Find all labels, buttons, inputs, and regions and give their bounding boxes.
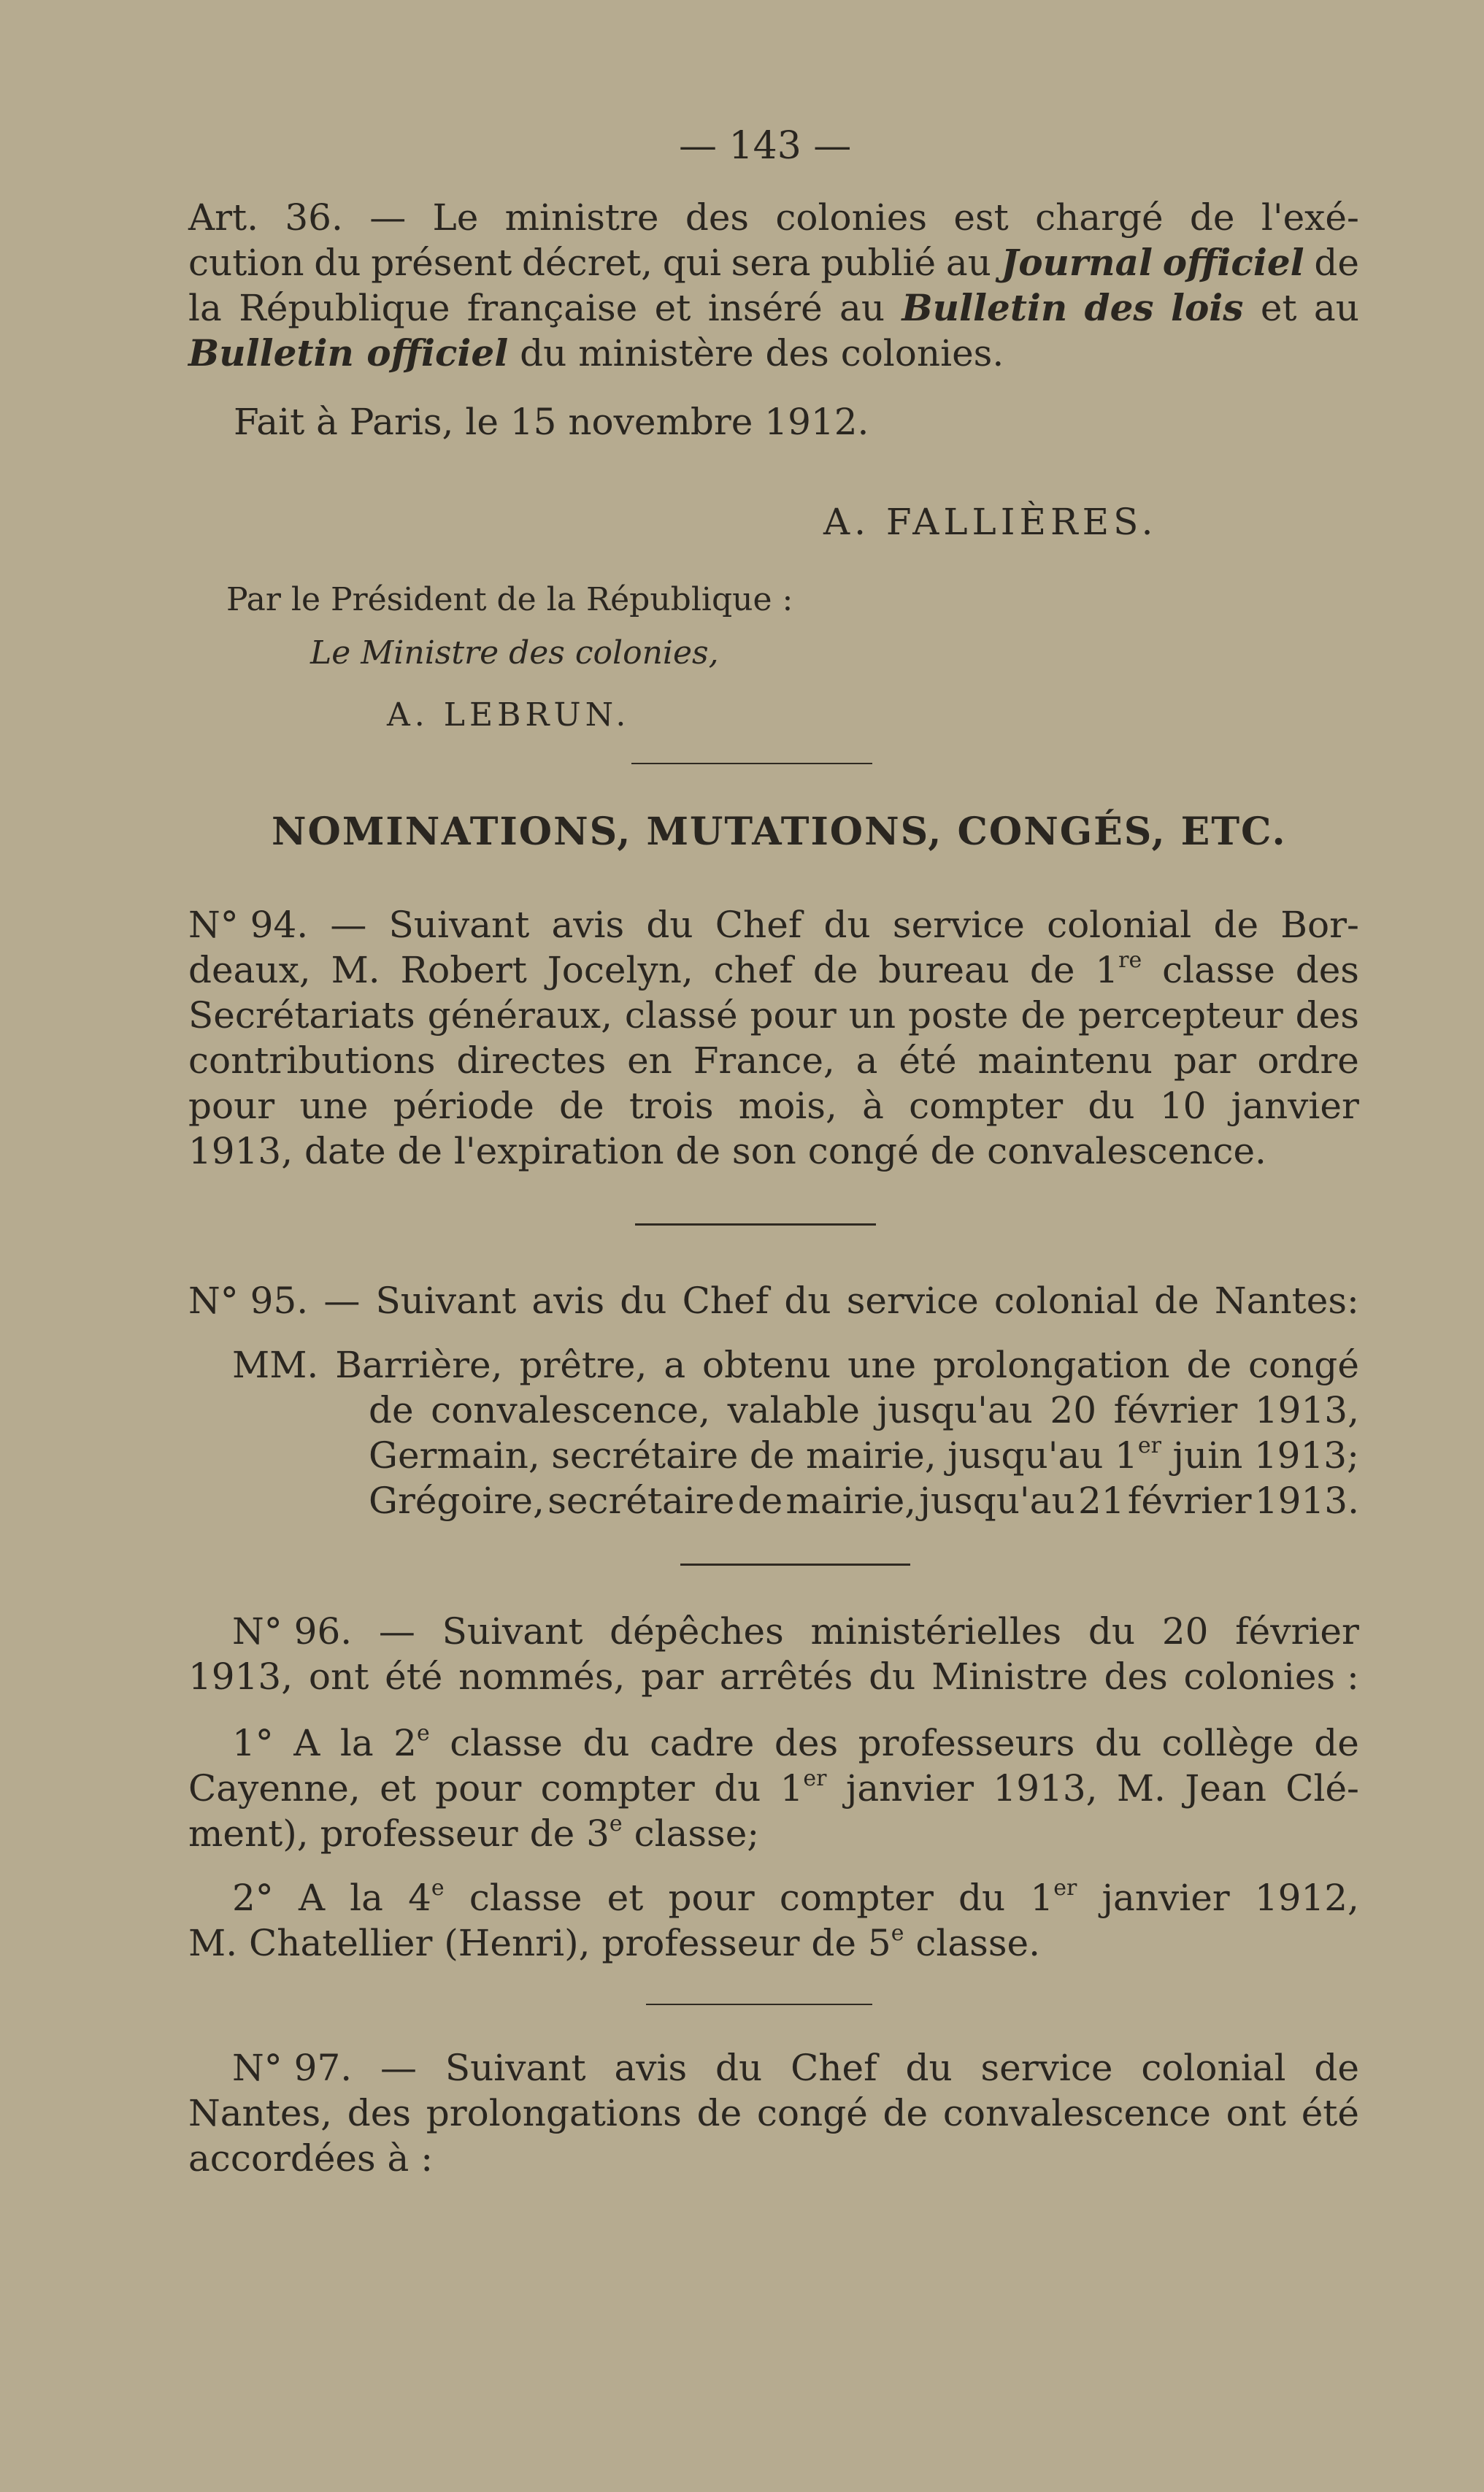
word: est bbox=[953, 196, 1009, 239]
word: Germain, bbox=[369, 1434, 540, 1477]
word: 10 bbox=[1159, 1085, 1207, 1127]
word: avis bbox=[614, 2047, 688, 2089]
word: qui bbox=[662, 242, 721, 284]
word: ministérielles bbox=[810, 1610, 1062, 1653]
word: Jocelyn, bbox=[547, 949, 693, 991]
word: Suivant bbox=[388, 904, 530, 946]
word: 1° bbox=[232, 1722, 274, 1764]
word: Jean bbox=[1185, 1767, 1266, 1810]
word: Grégoire, bbox=[369, 1480, 545, 1522]
n94-line-6: 1913, date de l'expiration de son congé de convalescence. bbox=[188, 1130, 1266, 1172]
word: de bbox=[1314, 1722, 1359, 1764]
word: du bbox=[714, 1767, 761, 1810]
word: Ministre bbox=[931, 1655, 1088, 1698]
word: percepteur bbox=[1077, 994, 1283, 1037]
word: une bbox=[299, 1085, 369, 1127]
word: l'exé- bbox=[1261, 196, 1359, 239]
word: valable bbox=[727, 1389, 861, 1431]
word: — bbox=[323, 1280, 361, 1322]
word: contributions bbox=[188, 1039, 436, 1082]
word: ont bbox=[308, 1655, 369, 1698]
word: Journal bbox=[1001, 241, 1153, 284]
divider-rule-4 bbox=[646, 2004, 872, 2005]
word: Art. bbox=[188, 196, 258, 239]
word: prolongations bbox=[426, 2092, 682, 2134]
word: Clé- bbox=[1285, 1767, 1359, 1810]
word: juin bbox=[1172, 1434, 1243, 1477]
n97-line-3: accordées à : bbox=[188, 2137, 434, 2180]
word: Chef bbox=[791, 2047, 877, 2089]
page-number: — 143 — bbox=[679, 124, 852, 168]
word: de bbox=[559, 1085, 604, 1127]
word: février bbox=[1113, 1389, 1238, 1431]
word: en bbox=[627, 1039, 672, 1082]
word: du bbox=[905, 2047, 953, 2089]
word: colonial bbox=[993, 1280, 1139, 1322]
word: de bbox=[1189, 196, 1235, 239]
word: période bbox=[393, 1085, 534, 1127]
word: des bbox=[1084, 286, 1154, 329]
word: de bbox=[749, 1434, 795, 1477]
word: classe bbox=[469, 1877, 583, 1919]
word: N° 95. bbox=[188, 1280, 309, 1322]
word: mairie, bbox=[806, 1434, 937, 1477]
word: chargé bbox=[1035, 196, 1164, 239]
word: février bbox=[1127, 1480, 1252, 1522]
president-signature: A. FALLIÈRES. bbox=[823, 501, 1158, 543]
word: lois bbox=[1170, 286, 1244, 329]
word: N° 97. bbox=[232, 2047, 353, 2089]
word: jusqu'au bbox=[877, 1389, 1033, 1431]
word: 20 bbox=[1161, 1610, 1209, 1653]
word: service bbox=[846, 1280, 979, 1322]
word: Bulletin bbox=[901, 286, 1068, 329]
word: des bbox=[774, 1722, 839, 1764]
word: prolongation bbox=[933, 1344, 1170, 1386]
word: Nantes, bbox=[188, 2092, 332, 2134]
word: MM. bbox=[232, 1344, 319, 1386]
word: des bbox=[347, 2092, 411, 2134]
n94-line-3 bbox=[188, 993, 1359, 1037]
n96-line-5: ment), professeur de 3e classe; bbox=[188, 1811, 760, 1855]
word: deaux, bbox=[188, 949, 311, 991]
minister-name: A. LEBRUN. bbox=[387, 696, 631, 734]
n96-line-2 bbox=[188, 1655, 1359, 1699]
word: du bbox=[869, 1655, 916, 1698]
word: du bbox=[620, 1280, 667, 1322]
n95-line-2 bbox=[232, 1343, 1359, 1387]
word: la bbox=[350, 1877, 383, 1919]
word: M. bbox=[331, 949, 380, 991]
word: prêtre, bbox=[519, 1344, 647, 1386]
word: 1er bbox=[1115, 1433, 1161, 1477]
word: par bbox=[1173, 1039, 1237, 1082]
n95-line-1 bbox=[188, 1279, 1359, 1323]
word: du bbox=[958, 1877, 1006, 1919]
word: colonial bbox=[1047, 904, 1192, 946]
n96-line-1 bbox=[232, 1610, 1359, 1653]
word: officiel bbox=[1162, 241, 1304, 284]
n97-line-1 bbox=[232, 2046, 1359, 2090]
word: a bbox=[664, 1344, 686, 1386]
word: service bbox=[892, 904, 1025, 946]
word: Le bbox=[432, 196, 479, 239]
art36-line-4 bbox=[188, 331, 1004, 375]
word: mairie, bbox=[785, 1480, 917, 1522]
word: de bbox=[1314, 242, 1359, 284]
word: été bbox=[1301, 2092, 1359, 2134]
word: 1913; bbox=[1253, 1434, 1359, 1477]
word: de bbox=[1154, 1280, 1199, 1322]
word: de bbox=[1186, 1344, 1232, 1386]
word: une bbox=[847, 1344, 917, 1386]
word: par bbox=[641, 1655, 704, 1698]
word: Suivant bbox=[445, 2047, 586, 2089]
word: de bbox=[1314, 2047, 1359, 2089]
word: — bbox=[369, 196, 407, 239]
word: jusqu'au bbox=[919, 1480, 1075, 1522]
word: du bbox=[1088, 1085, 1135, 1127]
word: — bbox=[380, 2047, 417, 2089]
word: 1913, bbox=[188, 1655, 293, 1698]
word: et bbox=[654, 287, 691, 329]
word: avis bbox=[551, 904, 625, 946]
word: décret, bbox=[521, 242, 653, 284]
word: et bbox=[380, 1767, 416, 1810]
word: du bbox=[314, 242, 361, 284]
word: convalescence bbox=[942, 2092, 1211, 2134]
word: Chef bbox=[715, 904, 802, 946]
word: de bbox=[1213, 904, 1259, 946]
word: et bbox=[1260, 287, 1297, 329]
word: Chef bbox=[682, 1280, 769, 1322]
word: de bbox=[696, 2092, 742, 2134]
divider-rule-3 bbox=[680, 1564, 910, 1566]
word: du bbox=[1088, 1610, 1136, 1653]
word: 20 bbox=[1050, 1389, 1097, 1431]
word: maintenu bbox=[977, 1039, 1153, 1082]
word: arrêtés bbox=[719, 1655, 853, 1698]
n95-line-3 bbox=[369, 1388, 1359, 1432]
word: convalescence, bbox=[431, 1389, 711, 1431]
word: et bbox=[607, 1877, 644, 1919]
word: France, bbox=[693, 1039, 835, 1082]
word: de bbox=[883, 2092, 929, 2134]
word: 2° bbox=[232, 1877, 274, 1919]
word: ont bbox=[1226, 2092, 1286, 2134]
word: chef bbox=[713, 949, 793, 991]
word: de bbox=[812, 949, 858, 991]
word: 1912, bbox=[1254, 1877, 1359, 1919]
art36-line-2 bbox=[188, 241, 1359, 285]
section-title: NOMINATIONS, MUTATIONS, CONGÉS, ETC. bbox=[272, 809, 1287, 854]
word: 1913, bbox=[993, 1767, 1098, 1810]
n96-line-3 bbox=[232, 1721, 1359, 1765]
word: cution bbox=[188, 242, 304, 284]
word: mois, bbox=[738, 1085, 837, 1127]
word: Suivant bbox=[442, 1610, 583, 1653]
word: du bbox=[646, 904, 693, 946]
n94-line-4 bbox=[188, 1039, 1359, 1082]
word: au bbox=[945, 242, 991, 284]
n96-line-6 bbox=[232, 1876, 1359, 1920]
art36-date-line: Fait à Paris, le 15 novembre 1912. bbox=[234, 401, 869, 443]
word: colonies : bbox=[1183, 1655, 1359, 1698]
bulletin-officiel-italic: Bulletin officiel bbox=[188, 331, 509, 374]
word: compter bbox=[779, 1877, 934, 1919]
word: la bbox=[339, 1722, 374, 1764]
word: trois bbox=[628, 1085, 714, 1127]
word: 4e bbox=[408, 1875, 445, 1919]
word: 2e bbox=[393, 1720, 430, 1764]
word: 36. bbox=[285, 196, 343, 239]
word: jusqu'au bbox=[947, 1434, 1104, 1477]
word: pour bbox=[750, 994, 837, 1037]
word: bureau bbox=[878, 949, 1010, 991]
word: — bbox=[330, 904, 367, 946]
word: pour bbox=[668, 1877, 755, 1919]
word: 1re bbox=[1095, 947, 1142, 991]
word: compter bbox=[909, 1085, 1064, 1127]
word: française bbox=[466, 287, 638, 329]
word: classe bbox=[1162, 949, 1275, 991]
word: M. bbox=[1116, 1767, 1166, 1810]
word: pour bbox=[435, 1767, 522, 1810]
word: des bbox=[1295, 994, 1359, 1037]
word: congé bbox=[1248, 1344, 1359, 1386]
n94-line-5 bbox=[188, 1084, 1359, 1128]
word: A bbox=[293, 1722, 320, 1764]
word: colonial bbox=[1141, 2047, 1286, 2089]
word: Secrétariats bbox=[188, 994, 415, 1037]
word: à bbox=[862, 1085, 884, 1127]
word: du bbox=[715, 2047, 763, 2089]
word: N° 94. bbox=[188, 904, 309, 946]
word: janvier bbox=[1231, 1085, 1359, 1127]
word: classé bbox=[624, 994, 738, 1037]
word: Nantes: bbox=[1214, 1280, 1359, 1322]
word: de bbox=[737, 1480, 783, 1522]
word: généraux, bbox=[427, 994, 613, 1037]
word: ministre bbox=[504, 196, 659, 239]
word: secrétaire bbox=[547, 1480, 735, 1522]
word: 1913, bbox=[1254, 1389, 1359, 1431]
word: cadre bbox=[650, 1722, 755, 1764]
word: Barrière, bbox=[335, 1344, 503, 1386]
word: — bbox=[378, 1610, 415, 1653]
word: janvier bbox=[1102, 1877, 1230, 1919]
word: classe bbox=[450, 1722, 563, 1764]
n95-line-4 bbox=[369, 1434, 1359, 1477]
word: janvier bbox=[845, 1767, 974, 1810]
n96-line-7: M. Chatellier (Henri), professeur de 5e classe. bbox=[188, 1920, 1040, 1964]
word: 21 bbox=[1077, 1480, 1125, 1522]
word: Bor- bbox=[1280, 904, 1359, 946]
word: la bbox=[188, 287, 222, 329]
word: inséré bbox=[707, 287, 823, 329]
word: pour bbox=[188, 1085, 275, 1127]
word: congé bbox=[756, 2092, 868, 2134]
word: sera bbox=[731, 242, 811, 284]
word: service bbox=[980, 2047, 1113, 2089]
word: du bbox=[583, 1722, 630, 1764]
word: de bbox=[1029, 949, 1075, 991]
n97-line-2 bbox=[188, 2091, 1359, 2135]
word: des bbox=[1295, 949, 1359, 991]
word: des bbox=[1104, 1655, 1168, 1698]
word: de bbox=[369, 1389, 414, 1431]
divider-rule-2 bbox=[635, 1223, 876, 1226]
word: ordre bbox=[1257, 1039, 1359, 1082]
word: 1er bbox=[1030, 1875, 1077, 1919]
word: directes bbox=[456, 1039, 607, 1082]
n96-line-4 bbox=[188, 1766, 1359, 1810]
word: Suivant bbox=[375, 1280, 517, 1322]
word: été bbox=[899, 1039, 957, 1082]
word: République bbox=[239, 287, 450, 329]
word: publié bbox=[820, 242, 937, 284]
word: au bbox=[1313, 287, 1359, 329]
word: poste bbox=[907, 994, 1009, 1037]
divider-rule-1 bbox=[631, 763, 872, 764]
word: nommés, bbox=[458, 1655, 626, 1698]
word: Cayenne, bbox=[188, 1767, 361, 1810]
word: colonies bbox=[775, 196, 928, 239]
word: compter bbox=[540, 1767, 695, 1810]
word: 1913. bbox=[1254, 1480, 1359, 1522]
word: des bbox=[685, 196, 750, 239]
word: Robert bbox=[400, 949, 527, 991]
president-by-line: Par le Président de la République : bbox=[226, 581, 793, 618]
art36-line-3 bbox=[188, 286, 1359, 330]
word: obtenu bbox=[702, 1344, 831, 1386]
n95-line-5 bbox=[369, 1479, 1359, 1523]
word: février bbox=[1235, 1610, 1359, 1653]
art36-line-4-rest: du ministère des colonies. bbox=[508, 332, 1004, 374]
word: secrétaire bbox=[551, 1434, 739, 1477]
word: 1er bbox=[780, 1766, 827, 1810]
word: du bbox=[823, 904, 871, 946]
word: un bbox=[848, 994, 896, 1037]
word: professeurs bbox=[858, 1722, 1075, 1764]
word: présent bbox=[371, 242, 512, 284]
minister-title: Le Ministre des colonies, bbox=[310, 634, 719, 672]
word: a bbox=[856, 1039, 878, 1082]
word: N° 96. bbox=[232, 1610, 353, 1653]
word: avis bbox=[531, 1280, 605, 1322]
word: dépêches bbox=[610, 1610, 784, 1653]
word: A bbox=[298, 1877, 326, 1919]
word: collège bbox=[1161, 1722, 1294, 1764]
art36-line-1 bbox=[188, 196, 1359, 239]
word: du bbox=[784, 1280, 831, 1322]
word: du bbox=[1094, 1722, 1142, 1764]
word: au bbox=[839, 287, 885, 329]
word: de bbox=[1020, 994, 1066, 1037]
n94-line-2 bbox=[188, 948, 1359, 992]
n94-line-1 bbox=[188, 903, 1359, 947]
word: été bbox=[385, 1655, 443, 1698]
